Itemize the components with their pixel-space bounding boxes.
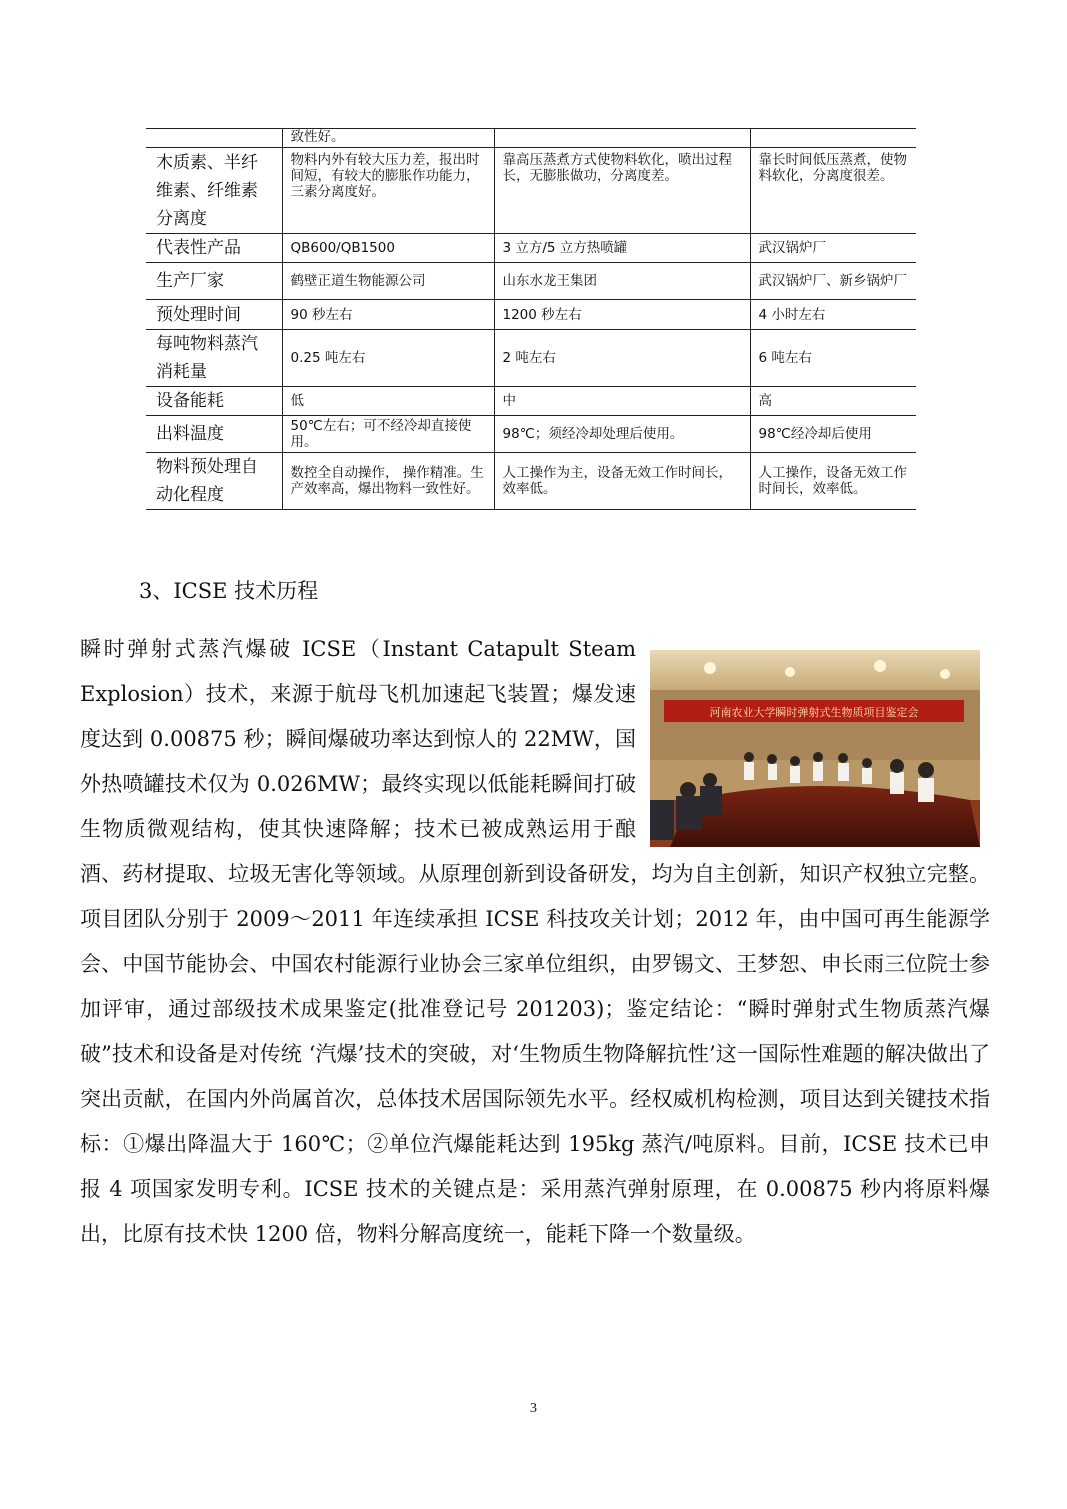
table-cell: 山东水龙王集团 xyxy=(494,263,750,300)
table-row xyxy=(146,263,916,300)
table-cell: 98℃；须经冷却处理后使用。 xyxy=(494,416,750,453)
row-label: 代表性产品 xyxy=(146,234,282,263)
table-cell: 靠高压蒸煮方式使物料软化，喷出过程长，无膨胀做功，分离度差。 xyxy=(494,148,750,234)
row-label: 设备能耗 xyxy=(146,387,282,416)
photo-banner-text: 河南农业大学瞬时弹射式生物质项目鉴定会 xyxy=(709,706,919,719)
comparison-table xyxy=(146,128,916,510)
table-row xyxy=(146,453,916,510)
meeting-photo-image xyxy=(650,650,980,847)
table-cell: 致性好。 xyxy=(282,129,494,148)
row-label: 预处理时间 xyxy=(146,300,282,330)
table-cell: 高 xyxy=(750,387,916,416)
table-cell: 物料内外有较大压力差，报出时间短，有较大的膨胀作功能力，三素分离度好。 xyxy=(282,148,494,234)
table-cell: 低 xyxy=(282,387,494,416)
row-label: 木质素、半纤维素、纤维素分离度 xyxy=(146,148,282,234)
row-label xyxy=(146,129,282,148)
table-cell: 中 xyxy=(494,387,750,416)
table-row xyxy=(146,416,916,453)
table-cell: 98℃经冷却后使用 xyxy=(750,416,916,453)
table-cell xyxy=(750,129,916,148)
table-cell: 靠长时间低压蒸煮，使物料软化，分离度很差。 xyxy=(750,148,916,234)
table-cell: QB600/QB1500 xyxy=(282,234,494,263)
table-cell: 3 立方/5 立方热喷罐 xyxy=(494,234,750,263)
row-label: 物料预处理自动化程度 xyxy=(146,453,282,510)
table-row xyxy=(146,330,916,387)
table-cell: 武汉锅炉厂 xyxy=(750,234,916,263)
table-row xyxy=(146,234,916,263)
table-cell: 武汉锅炉厂、新乡锅炉厂 xyxy=(750,263,916,300)
table-cell xyxy=(494,129,750,148)
table-cell: 4 小时左右 xyxy=(750,300,916,330)
table-cell: 人工操作，设备无效工作时间长，效率低。 xyxy=(750,453,916,510)
section-heading: 3、ICSE 技术历程 xyxy=(139,579,319,603)
table-cell: 90 秒左右 xyxy=(282,300,494,330)
body-paragraph: 瞬时弹射式蒸汽爆破 ICSE（Instant Catapult Steam Explosion）技术，来源于航母飞机加速起飞装置；爆发速度达到 0.00875 秒；瞬间爆破功率达到惊人的 22MW，国外热喷罐技术仅为 0.026MW；最终实现以低能耗瞬间打破生物质微观结构，使其快速降解；技术已被成熟运用于酿酒、药材提取、垃圾无害化等领域。从原理创新到设备研发，均为自主创新，知识产权独立完整。项目团队分别于 2009～2011 年连续承担 ICSE 科技攻关计划；2012 年，由中国可再生能源学会、中国节能协会、中国农村能源行业协会三家单位组织，由罗锡文、王梦恕、申长雨三位院士参加评审，通过部级技术成果鉴定(批准登记号 201203)；鉴定结论：“瞬时弹射式生物质蒸汽爆破”技术和设备是对传统 ‘汽爆’技术的突破，对‘生物质生物降解抗性’这一国际性难题的解决做出了突出贡献，在国内外尚属首次，总体技术居国际领先水平。经权威机构检测，项目达到关键技术指标：①爆出降温大于 160℃；②单位汽爆能耗达到 195kg 蒸汽/吨原料。目前，ICSE 技术已申报 4 项国家发明专利。ICSE 技术的关键点是：采用蒸汽弹射原理，在 0.00875 秒内将原料爆出，比原有技术快 1200 倍，物料分解高度统一，能耗下降一个数量级。 xyxy=(80,637,990,1246)
table-cell: 1200 秒左右 xyxy=(494,300,750,330)
body-paragraph-block xyxy=(80,627,990,1257)
table-row xyxy=(146,148,916,234)
meeting-photo xyxy=(650,650,980,847)
table-cell: 0.25 吨左右 xyxy=(282,330,494,387)
table-cell: 数控全自动操作， 操作精准。生产效率高，爆出物料一致性好。 xyxy=(282,453,494,510)
table-cell: 50℃左右；可不经冷却直接使用。 xyxy=(282,416,494,453)
table-row xyxy=(146,300,916,330)
table-row xyxy=(146,129,916,148)
row-label: 生产厂家 xyxy=(146,263,282,300)
row-label: 出料温度 xyxy=(146,416,282,453)
table-cell: 2 吨左右 xyxy=(494,330,750,387)
table-row xyxy=(146,387,916,416)
row-label: 每吨物料蒸汽消耗量 xyxy=(146,330,282,387)
table-cell: 人工操作为主，设备无效工作时间长，效率低。 xyxy=(494,453,750,510)
table-cell: 6 吨左右 xyxy=(750,330,916,387)
page-number: 3 xyxy=(530,1401,537,1416)
table-cell: 鹤壁正道生物能源公司 xyxy=(282,263,494,300)
